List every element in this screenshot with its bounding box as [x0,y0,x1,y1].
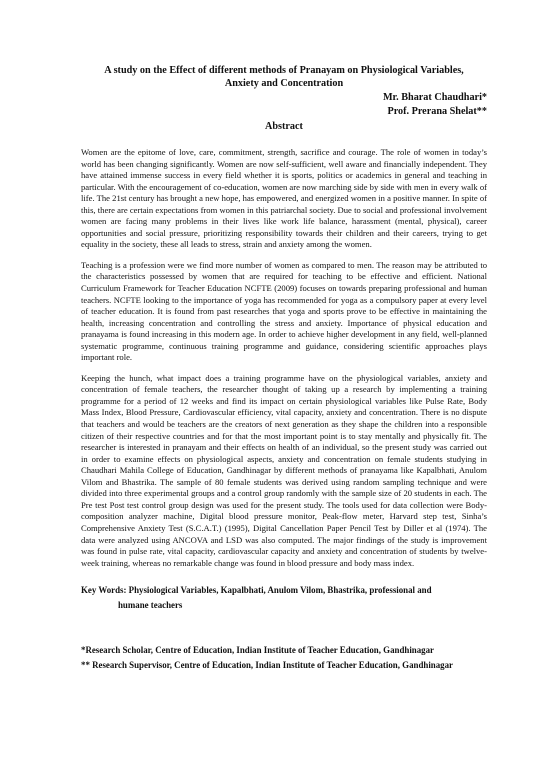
abstract-paragraph-3: Keeping the hunch, what impact does a training programme have on the physiological variables, anxiety and concentration of female teachers, the researcher thought of taking up a research by implementing a training programme for a period of 12 weeks and find its impact on certain physiological variables like Pulse Rate, Body Mass Index, Blood Pressure, Cardiovascular efficiency, vital capacity, anxiety and concentration. There is no dispute that teachers and would be teachers are the creators of next generation as they shape the children into a responsible citizen of their respective countries and for that the most important point is to stay mentally and physically fit. The researcher is interested in pranayam and their effects on health of an individual, so the present study was carried out in order to examine effects on physiological aspects, anxiety and concentration on female students studying in Chaudhari Mahila College of Education, Gandhinagar by different methods of pranayama like Kapalbhati, Anulom Vilom and Bhastrika. The sample of 80 female students was derived using random sampling technique and were divided into three experimental groups and a control group randomly with the sample size of 20 students in each. The Pre test Post test control group design was used for the present study. The tools used for data collection were Body-composition analyzer machine, Digital blood pressure monitor, Peak-flow meter, Harvard step test, Sinha’s Comprehensive Anxiety Test (S.C.A.T.) (1995), Digital Cancellation Paper Pencil Test by Diller et al (1974). The data were analyzed using ANCOVA and LSD was also computed. The major findings of the study is improvement was found in pulse rate, vital capacity, cardiovascular capacity and anxiety and concentration of students by twelve-week training, whereas no remarkable change was found in blood pressure and body mass index. [81,372,487,568]
keywords [81,583,487,613]
abstract-paragraph-1: Women are the epitome of love, care, commitment, strength, sacrifice and courage. The role of women in today’s world has been changing significantly. Women are now self-sufficient, well aware and financially independent. They have attained immense success in every field whether it is sports, politics or academics in general and teaching in particular. With the encouragement of co-education, women are now marching side by side with men in every walk of life. The 21st century has brought a new hope, has empowered, and energized women in a positive manner. In spite of this, there are certain expectations from women in this patriarchal society. Due to social and professional involvement women are facing many problems in their lives like work life balance, harassment (mental, physical), career opportunities and social pressure, prioritizing responsibility towards their children and their careers, trying to get equality in the society, these all leads to stress, strain and anxiety among the women. [81,147,487,250]
author-block [81,91,487,119]
title-line-2: Anxiety and Concentration [224,78,344,89]
footnotes [81,643,487,672]
author-1: Mr. Bharat Chaudhari* [382,92,487,103]
paper-page [81,64,487,672]
title-line-1: A study on the Effect of different methods of Pranayam on Physiological Variables, [104,65,464,76]
footnote-2: ** Research Supervisor, Centre of Education, Indian Institute of Teacher Education, Gandhinagar [81,659,453,670]
paper-title [81,64,487,90]
abstract-paragraph-2: Teaching is a profession were we find more number of women as compared to men. The reason may be attributed to the characteristics possessed by women that are required for teaching to be effective and efficient. National Curriculum Framework for Teacher Education NCFTE (2009) focuses on towards preparing professional and human teachers. NCFTE looking to the importance of yoga has recommended for yoga as a compulsory paper at every level of teacher education. It is found from past researches that yoga and sports prove to be effective in maintaining the health, increasing concentration and controlling the stress and anxiety. Importance of physical education and pranayama is found increasing in this modern age. In order to achieve higher development in any field, well-planned systematic programme, continuous training programme and guidance, considering scientific approaches plays important role. [81,259,487,363]
footnote-1: *Research Scholar, Centre of Education, Indian Institute of Teacher Education, Gandhinagar [81,645,434,656]
abstract-heading: Abstract [265,121,303,132]
author-2: Prof. Prerana Shelat** [387,106,487,117]
keywords-line-1: Key Words: Physiological Variables, Kapalbhati, Anulom Vilom, Bhastrika, professional and [81,585,432,596]
keywords-line-2: humane teachers [118,600,183,611]
